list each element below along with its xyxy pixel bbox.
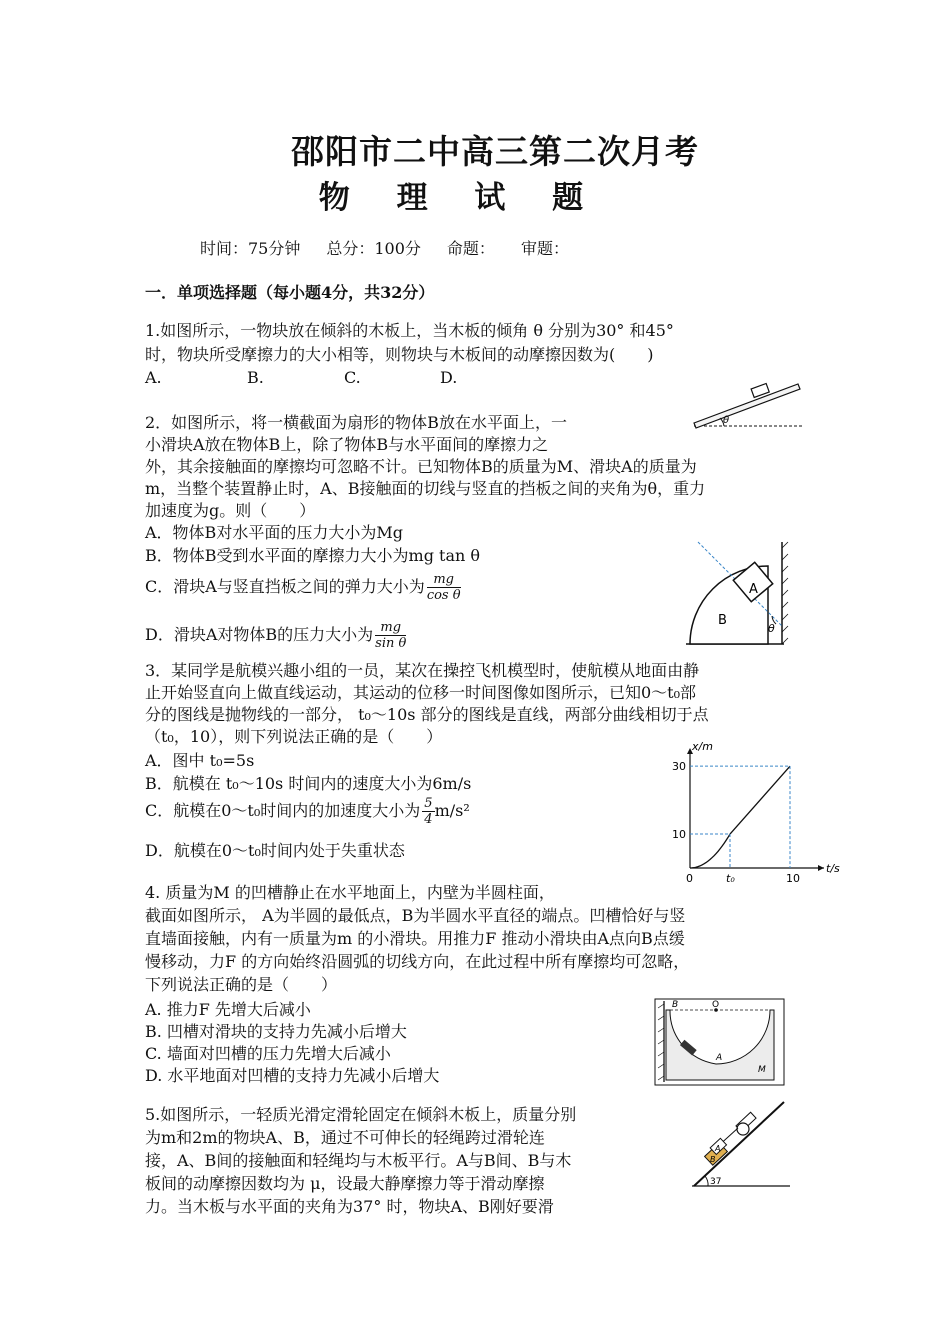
q4-option-c: C. 墙面对凹槽的压力先增大后减小 [145, 1044, 391, 1063]
q1-line1: 1.如图所示，一物块放在倾斜的木板上，当木板的倾角 θ 分别为30° 和45° [145, 321, 674, 340]
q4-line5: 下列说法正确的是（ ） [145, 975, 338, 994]
q2-label-theta: θ [768, 622, 775, 635]
q4-option-b: B. 凹槽对滑块的支持力先减小后增大 [145, 1022, 407, 1041]
exam-time: 时间：75分钟 [200, 239, 301, 258]
q5-line5: 力。当木板与水平面的夹角为37° 时，物块A、B刚好要滑 [145, 1197, 554, 1216]
q3-line3: 分的图线是抛物线的一部分， t₀～10s 部分的图线是直线，两部分曲线相切于点 [145, 705, 709, 724]
q2-option-d-fraction [375, 620, 406, 651]
page-title: 邵阳市二中高三第二次月考 [291, 132, 699, 171]
q3-option-a: A．图中 t₀=5s [145, 751, 255, 770]
q3-option-c [145, 796, 470, 827]
q4-option-d: D. 水平地面对凹槽的支持力先减小后增大 [145, 1066, 440, 1085]
q4-line1: 4. 质量为M 的凹槽静止在水平地面上，内壁为半圆柱面， [145, 883, 555, 902]
q1-option-d: D. [440, 368, 458, 387]
q5-label-angle: 37 [710, 1177, 722, 1187]
q3-xt-chart [668, 740, 840, 886]
x-tick-label: 0 [686, 872, 693, 885]
page-subtitle: 物 理 试 题 [318, 180, 602, 216]
x-axis-label: t/s [826, 862, 840, 875]
q5-line1: 5.如图所示，一轻质光滑定滑轮固定在倾斜木板上，质量分别 [145, 1105, 577, 1124]
section-heading: 一．单项选择题（每小题4分，共32分） [145, 283, 435, 302]
q1-theta-label: θ [723, 415, 730, 426]
q4-line2: 截面如图所示， A为半圆的最低点，B为半圆水平直径的端点。凹槽恰好与竖 [145, 906, 686, 925]
exam-meta [200, 236, 595, 259]
q5-line2: 为m和2m的物块A、B，通过不可伸长的轻绳跨过滑轮连 [145, 1128, 545, 1147]
q2-label-a: A [749, 582, 758, 597]
q2-line5: 加速度为g。则（ ） [145, 501, 316, 520]
q4-label-a: A [716, 1053, 723, 1063]
q2-option-a: A．物体B对水平面的压力大小为Mg [145, 523, 403, 542]
q2-sector-figure [684, 538, 794, 650]
q1-option-c: C. [344, 368, 361, 387]
q3-option-c-unit: m/s² [434, 801, 470, 820]
q5-line3: 接，A、B间的接触面和轻绳均与木板平行。A与B间、B与木 [145, 1151, 572, 1170]
q5-label-a: A [715, 1144, 721, 1153]
q1-line2: 时，物块所受摩擦力的大小相等，则物块与木板间的动摩擦因数为( ) [145, 345, 654, 364]
q1-option-b: B. [247, 368, 264, 387]
q2-option-d [145, 620, 406, 651]
q5-pulley-figure [686, 1096, 796, 1192]
exam-score: 总分：100分 [326, 239, 421, 258]
q2-option-c-fraction [427, 572, 461, 603]
q5-label-b: B [710, 1155, 716, 1164]
q2-line2: 小滑块A放在物体B上，除了物体B与水平面间的摩擦力之 [145, 435, 549, 454]
x-tick-label: t₀ [726, 872, 735, 885]
q2-option-c-text: C．滑块A与竖直挡板之间的弹力大小为 [145, 577, 425, 596]
exam-reviewer: 审题： [520, 239, 569, 258]
x-axis-arrow [818, 865, 824, 871]
q3-option-c-num: 5 [424, 796, 433, 811]
q2-option-d-num: mg [375, 620, 406, 636]
q3-line4: （t₀，10），则下列说法正确的是（ ） [145, 727, 443, 746]
q2-option-b: B．物体B受到水平面的摩擦力大小为mg tan θ [145, 546, 481, 565]
q3-option-c-text: C．航模在0～t₀时间内的加速度大小为 [145, 801, 421, 820]
q4-groove-figure [652, 996, 787, 1088]
q3-line1: 3．某同学是航模兴趣小组的一员，某次在操控飞机模型时，使航模从地面由静 [145, 661, 700, 680]
y-tick-label: 30 [672, 760, 686, 774]
q3-line2: 止开始竖直向上做直线运动，其运动的位移一时间图像如图所示，已知0～t₀部 [145, 683, 697, 702]
x-tick-label: 10 [786, 872, 800, 885]
y-axis-label: x/m [692, 740, 713, 753]
series-parabola [690, 834, 730, 868]
q2-option-c [145, 572, 461, 603]
y-tick-label: 10 [672, 828, 686, 842]
q2-label-b: B [718, 613, 727, 628]
q2-line4: m，当整个装置静止时，A、B接触面的切线与竖直的挡板之间的夹角为θ，重力 [145, 479, 706, 498]
q4-line3: 直墙面接触，内有一质量为m 的小滑块。用推力F 推动小滑块由A点向B点缓 [145, 929, 685, 948]
q3-option-b: B．航模在 t₀～10s 时间内的速度大小为6m/s [145, 774, 472, 793]
q1-incline-figure [690, 378, 805, 430]
q1-option-a: A. [145, 368, 162, 387]
q5-line4: 板间的动摩擦因数均为 μ，设最大静摩擦力等于滑动摩擦 [145, 1174, 545, 1193]
q2-line3: 外，其余接触面的摩擦均可忽略不计。已知物体B的质量为M、滑块A的质量为 [145, 457, 697, 476]
q3-option-d: D．航模在0～t₀时间内处于失重状态 [145, 841, 405, 860]
q2-option-c-den: cos θ [426, 588, 461, 603]
q3-option-c-den: 4 [424, 812, 433, 827]
q2-line1: 2．如图所示，将一横截面为扇形的物体B放在水平面上，一 [145, 413, 567, 432]
q4-label-o: O [712, 1000, 720, 1010]
q3-option-c-fraction [422, 796, 434, 827]
q4-label-m: M [758, 1065, 766, 1075]
q2-option-d-text: D．滑块A对物体B的压力大小为 [145, 625, 374, 644]
series-line [730, 766, 790, 834]
q4-label-b: B [672, 1000, 679, 1010]
q4-option-a: A. 推力F 先增大后减小 [145, 1000, 311, 1019]
q4-line4: 慢移动，力F 的方向始终沿圆弧的切线方向，在此过程中所有摩擦均可忽略， [145, 952, 690, 971]
q2-option-d-den: sin θ [375, 636, 407, 651]
exam-author: 命题： [446, 239, 495, 258]
q2-option-c-num: mg [427, 572, 461, 588]
